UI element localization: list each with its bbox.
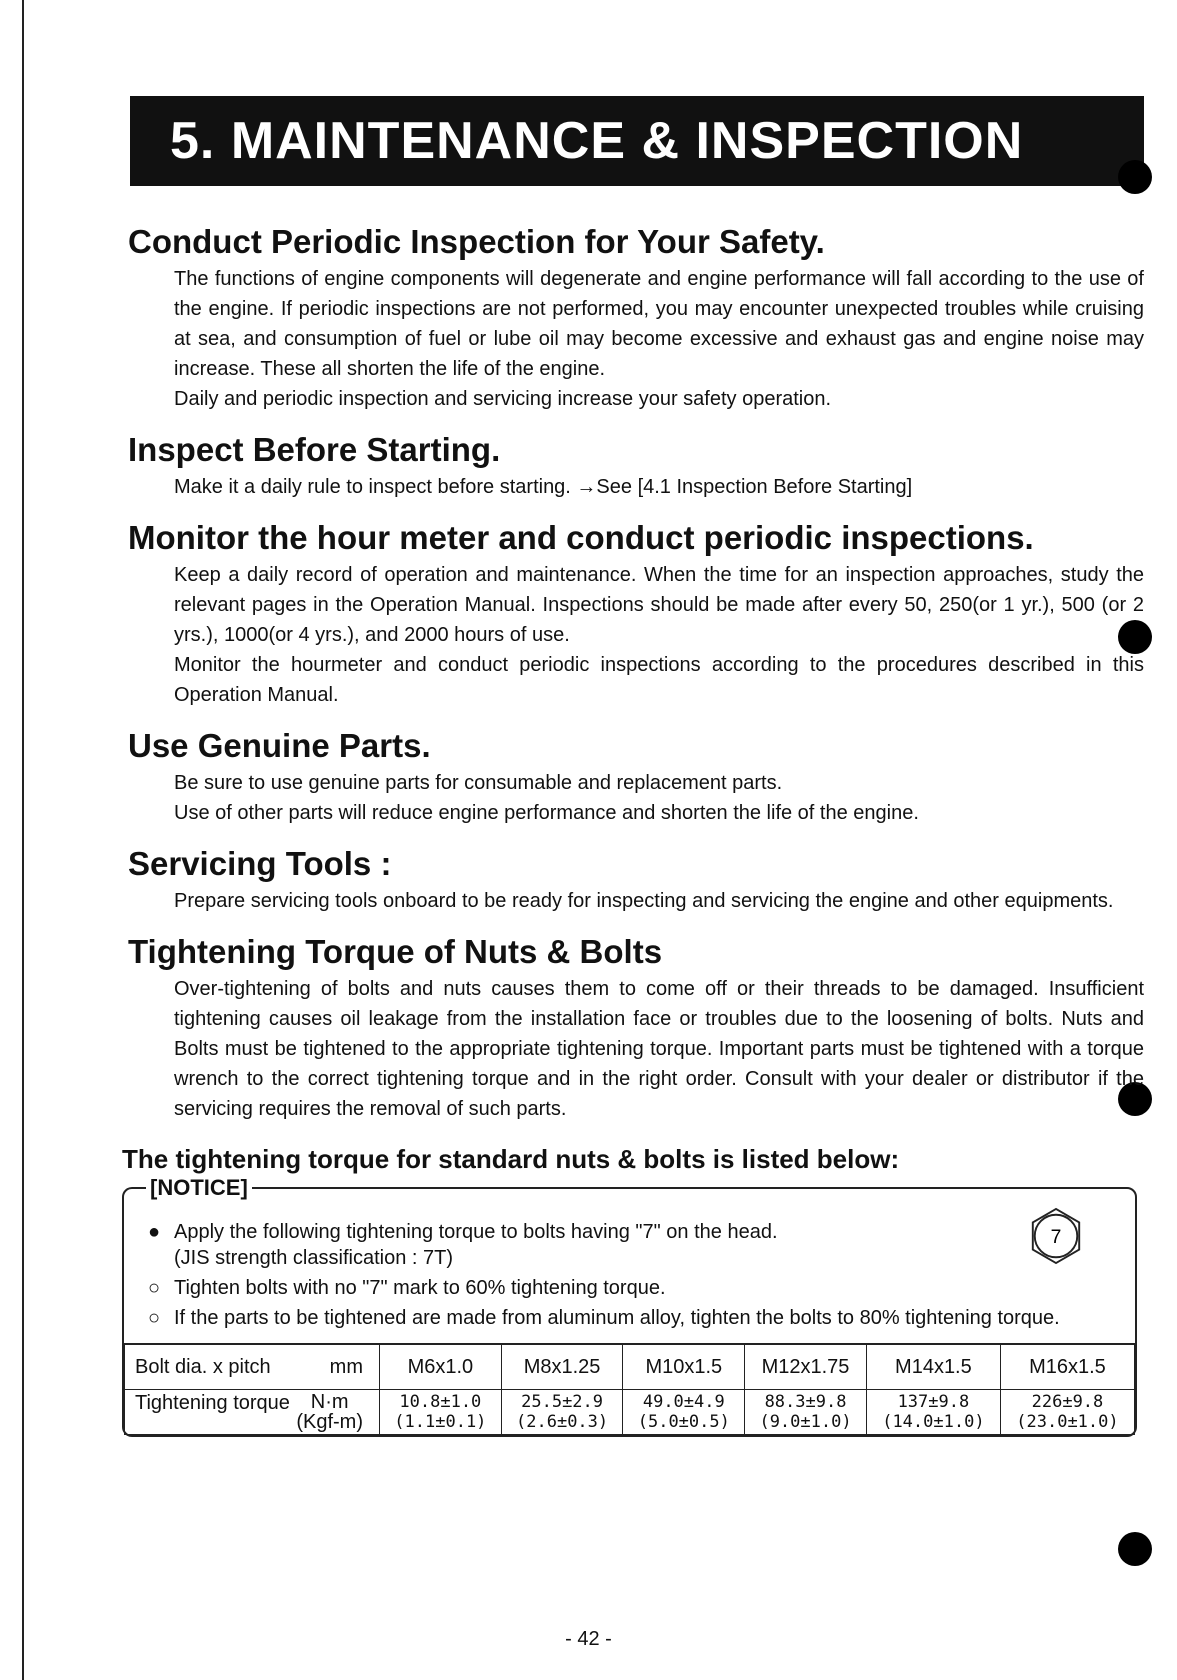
torque-nm-value: 10.8±1.0 (399, 1392, 482, 1412)
notice-item (148, 1305, 1115, 1331)
section-paragraph: Prepare servicing tools onboard to be ready for inspecting and servicing the engine and other equipments. (174, 890, 1114, 912)
section-paragraph: Use of other parts will reduce engine performance and shorten the life of the engine. (174, 802, 919, 824)
chapter-banner (130, 96, 1144, 186)
punch-hole-icon (1118, 1532, 1152, 1566)
table-cell-size: M16x1.5 (1000, 1344, 1134, 1390)
table-cell-size: M8x1.25 (501, 1344, 623, 1390)
torque-nm-value: 137±9.8 (897, 1392, 970, 1412)
section-heading: Tightening Torque of Nuts & Bolts (128, 933, 663, 970)
torque-unit-kgfm: (Kgf-m) (296, 1411, 363, 1433)
section-paragraph: Monitor the hourmeter and conduct periodic inspections according to the procedures described in this Operation Manual. (174, 654, 1144, 706)
section-heading: Inspect Before Starting. (128, 431, 501, 468)
torque-unit (296, 1392, 375, 1432)
hollow-bullet-icon: ○ (148, 1277, 161, 1299)
page-number: - 42 - (565, 1628, 612, 1650)
section-paragraph: The functions of engine components will degenerate and engine performance will fall according to the use of the engine. If periodic inspections are not performed, you may encounter unexpected troubles while cruising at sea, and consumption of fuel or lube oil may become excessive and exhaust gas and engine noise may increase. These all shorten the life of the engine. (174, 268, 1144, 380)
table-cell-size: M12x1.75 (745, 1344, 867, 1390)
table-cell-torque (623, 1390, 745, 1435)
section-heading: Servicing Tools : (128, 845, 392, 882)
bolt-dia-label: Bolt dia. x pitch (135, 1355, 271, 1378)
table-intro: The tightening torque for standard nuts & bolts is listed below: (122, 1144, 900, 1174)
notice-item-text: Tighten bolts with no "7" mark to 60% tightening torque. (174, 1277, 666, 1299)
section-paragraph: Daily and periodic inspection and servicing increase your safety operation. (174, 388, 832, 410)
table-row (125, 1390, 1135, 1435)
section-servicing-tools (122, 844, 1152, 916)
section-paragraph: Make it a daily rule to inspect before starting. →See [4.1 Inspection Before Starting] (174, 476, 913, 498)
section-hour-meter (122, 518, 1152, 710)
section-heading: Conduct Periodic Inspection for Your Safety. (128, 223, 825, 260)
notice-item-subtext: (JIS strength classification : 7T) (174, 1247, 453, 1269)
torque-nm-value: 25.5±2.9 (521, 1392, 604, 1412)
table-cell-torque (501, 1390, 623, 1435)
section-paragraph: Over-tightening of bolts and nuts causes them to come off or their threads to be damaged. Insufficient tightening causes oil leakage from the installation face or troubles due to the loosening of bolts. Nuts and Bolts must be tightened to the appropriate tightening torque. Important parts must be tightened with a torque wrench to the correct tightening torque and in the right order. Consult with your dealer or distributor if the servicing requires the removal of such parts. (174, 978, 1144, 1120)
table-row (125, 1344, 1135, 1390)
table-cell-size: M10x1.5 (623, 1344, 745, 1390)
section-genuine-parts (122, 726, 1152, 828)
table-cell-torque (1000, 1390, 1134, 1435)
section-heading: Monitor the hour meter and conduct periodic inspections. (128, 519, 1034, 556)
notice-item (148, 1219, 1115, 1271)
notice-item-text: If the parts to be tightened are made from aluminum alloy, tighten the bolts to 80% tightening torque. (174, 1307, 1060, 1329)
bolt-head-mark: 7 (1050, 1226, 1062, 1248)
left-margin-rule (22, 0, 24, 1680)
bolt-dia-unit: mm (329, 1355, 363, 1378)
torque-nm-value: 226±9.8 (1031, 1392, 1104, 1412)
table-row-header (125, 1390, 380, 1435)
torque-table (124, 1343, 1135, 1435)
hollow-bullet-icon: ○ (148, 1307, 161, 1329)
torque-label: Tightening torque (135, 1392, 290, 1414)
notice-item-text: Apply the following tightening torque to bolts having "7" on the head. (174, 1221, 778, 1243)
table-cell-torque (380, 1390, 502, 1435)
table-cell-torque (745, 1390, 867, 1435)
notice-label: [NOTICE] (146, 1175, 252, 1201)
torque-unit-nm: N·m (310, 1391, 349, 1413)
punch-hole-icon (1118, 160, 1152, 194)
section-heading: Use Genuine Parts. (128, 727, 431, 764)
torque-kgfm-value: (14.0±1.0) (882, 1412, 985, 1432)
section-periodic-inspection (122, 222, 1152, 414)
torque-kgfm-value: (5.0±0.5) (637, 1412, 730, 1432)
notice-item (148, 1275, 1115, 1301)
filled-bullet-icon: ● (148, 1221, 161, 1243)
bolt-head-7-icon (1027, 1207, 1085, 1265)
page-content (122, 222, 1152, 1437)
table-row-header (125, 1344, 380, 1390)
torque-nm-value: 88.3±9.8 (764, 1392, 847, 1412)
torque-kgfm-value: (2.6±0.3) (516, 1412, 609, 1432)
section-inspect-before-starting (122, 430, 1152, 502)
notice-box (122, 1175, 1137, 1437)
torque-kgfm-value: (1.1±0.1) (394, 1412, 487, 1432)
torque-nm-value: 49.0±4.9 (642, 1392, 725, 1412)
section-tightening-torque (122, 932, 1152, 1124)
table-cell-size: M14x1.5 (866, 1344, 1000, 1390)
table-cell-torque (866, 1390, 1000, 1435)
chapter-title: 5. MAINTENANCE & INSPECTION (170, 112, 1024, 170)
torque-kgfm-value: (9.0±1.0) (759, 1412, 852, 1432)
section-paragraph: Keep a daily record of operation and maintenance. When the time for an inspection approaches, study the relevant pages in the Operation Manual. Inspections should be made after every 50, 250(or 1 yr.), 500 (or 2 yrs.), 1000(or 4 yrs.), and 2000 hours of use. (174, 564, 1144, 646)
table-cell-size: M6x1.0 (380, 1344, 502, 1390)
section-paragraph: Be sure to use genuine parts for consumable and replacement parts. (174, 772, 783, 794)
notice-items (124, 1189, 1135, 1343)
torque-kgfm-value: (23.0±1.0) (1016, 1412, 1119, 1432)
